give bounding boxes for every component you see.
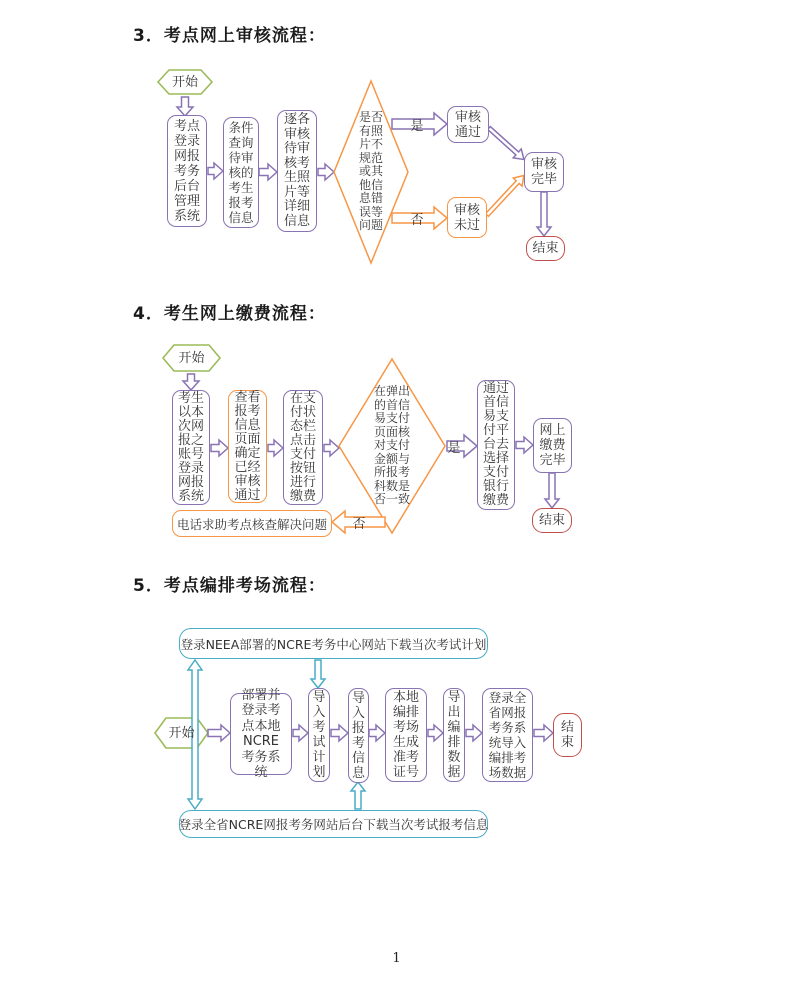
arrow-right-icon: [516, 437, 533, 453]
arrow-down-icon: [177, 97, 193, 116]
arrow-right-icon: [331, 725, 348, 741]
arrow-diagonal-icon: [483, 171, 529, 219]
node-label: 网上缴费完毕: [539, 423, 566, 468]
step-deploy-local-system: [230, 687, 292, 780]
arrow-down-icon: [311, 660, 325, 688]
step-label: 导入考试计划: [312, 690, 326, 780]
step-review-details: [277, 110, 317, 232]
arrow-right-icon: [259, 164, 277, 180]
arrow-right-icon: [268, 440, 283, 456]
arrow-right-icon: [293, 725, 308, 741]
step-export-data: [443, 688, 465, 782]
arrow-right-icon: [324, 440, 339, 456]
flowchart-review: [140, 60, 640, 292]
decision-node: [347, 370, 437, 522]
no-label: 否: [410, 212, 424, 228]
step-click-pay: [283, 390, 323, 505]
phone-help-node: [172, 510, 332, 537]
section-4-heading: 4．考生网上缴费流程：: [133, 304, 326, 324]
end-node: [553, 713, 582, 757]
arrow-diagonal-icon: [485, 124, 528, 164]
decision-node: [336, 90, 406, 254]
step-label: 查看报考信息页面确定已经审核通过: [234, 389, 261, 503]
section-3-heading: 3．考点网上审核流程：: [133, 26, 326, 46]
arrow-right-icon: [318, 164, 334, 180]
end-label: 结束: [532, 241, 559, 256]
yes-label: 是: [447, 440, 461, 456]
start-node: [158, 70, 212, 94]
step-import-registration: [348, 688, 369, 783]
step-login-account: [172, 390, 210, 505]
no-label: 否: [352, 516, 366, 532]
yes-label: 是: [410, 118, 424, 134]
step-label: 条件查询待审核的考生报考信息: [228, 120, 254, 225]
start-node: [163, 345, 220, 371]
end-node: [526, 236, 565, 261]
node-label: 审核通过: [454, 109, 481, 140]
decision-label: 在弹出的首信易支付页面核对支付金额与所报考科数是否一致: [373, 384, 410, 507]
step-arrange-rooms: [385, 688, 427, 782]
arrow-right-icon: [208, 725, 230, 741]
step-label: 导出编排数据: [447, 690, 461, 780]
flowchart-payment: [140, 330, 640, 545]
help-label: 电话求助考点核查解决问题: [176, 516, 327, 532]
arrow-right-icon: [428, 725, 443, 741]
arrow-right-icon: [466, 725, 482, 741]
start-label: 开始: [171, 74, 198, 90]
step-choose-bank: [477, 380, 515, 510]
step-label: 考点登录网报考务后台管理系统: [173, 118, 200, 224]
step-label: 导入报考信息: [351, 690, 365, 781]
start-label: 开始: [178, 350, 205, 366]
arrow-down-icon: [545, 473, 559, 508]
start-node: [155, 718, 208, 748]
arrow-down-icon: [537, 192, 551, 236]
neea-download-plan-node: [179, 628, 488, 659]
step-label: 在支付状态栏点击支付按钮进行缴费: [289, 390, 316, 504]
start-label: 开始: [168, 725, 195, 741]
node-label: 登录NEEA部署的NCRE考务中心网站下载当次考试计划: [180, 636, 487, 652]
step-label: 本地编排考场生成准考证号: [392, 690, 419, 780]
step-upload-arrangement: [482, 688, 533, 782]
end-label: 结束: [560, 720, 574, 750]
arrow-up-icon: [351, 782, 365, 809]
arrow-right-icon: [534, 725, 553, 741]
arrow-right-icon: [369, 725, 385, 741]
section-5-heading: 5．考点编排考场流程：: [133, 576, 326, 596]
flowchart-arrangement: [150, 620, 650, 850]
node-label: 登录全省NCRE网报考务网站后台下载当次考试报考信息: [178, 817, 489, 832]
province-download-info-node: [179, 810, 488, 838]
decision-label: 是否有照片不规范或其他信息错误等问题: [358, 110, 383, 233]
arrow-down-icon: [183, 374, 199, 390]
step-login-backend: [167, 115, 207, 227]
node-label: 审核未过: [453, 202, 480, 233]
review-finished-node: [524, 152, 564, 192]
step-check-reviewed: [228, 390, 267, 503]
step-label: 登录全省网报考务系统导入编排考场数据: [488, 690, 527, 780]
step-label: 通过首信易支付平台去选择支付银行缴费: [482, 381, 509, 508]
payment-finished-node: [533, 418, 572, 473]
step-query-pending: [223, 117, 259, 228]
step-import-plan: [308, 688, 330, 782]
end-node: [532, 508, 572, 533]
step-label: 考生以本次网报之账号登录网报系统: [177, 390, 204, 504]
arrow-right-icon: [208, 163, 223, 179]
node-label: 审核完毕: [530, 157, 557, 187]
step-label: 逐各审核待审核考生照片等详细信息: [283, 112, 310, 229]
page-number: 1: [392, 951, 401, 966]
arrow-right-icon: [211, 440, 228, 456]
review-failed-node: [447, 197, 487, 238]
step-label: 部署并登录考点本地NCRE考务系统: [241, 687, 281, 780]
review-passed-node: [447, 106, 489, 143]
end-label: 结束: [538, 513, 565, 528]
